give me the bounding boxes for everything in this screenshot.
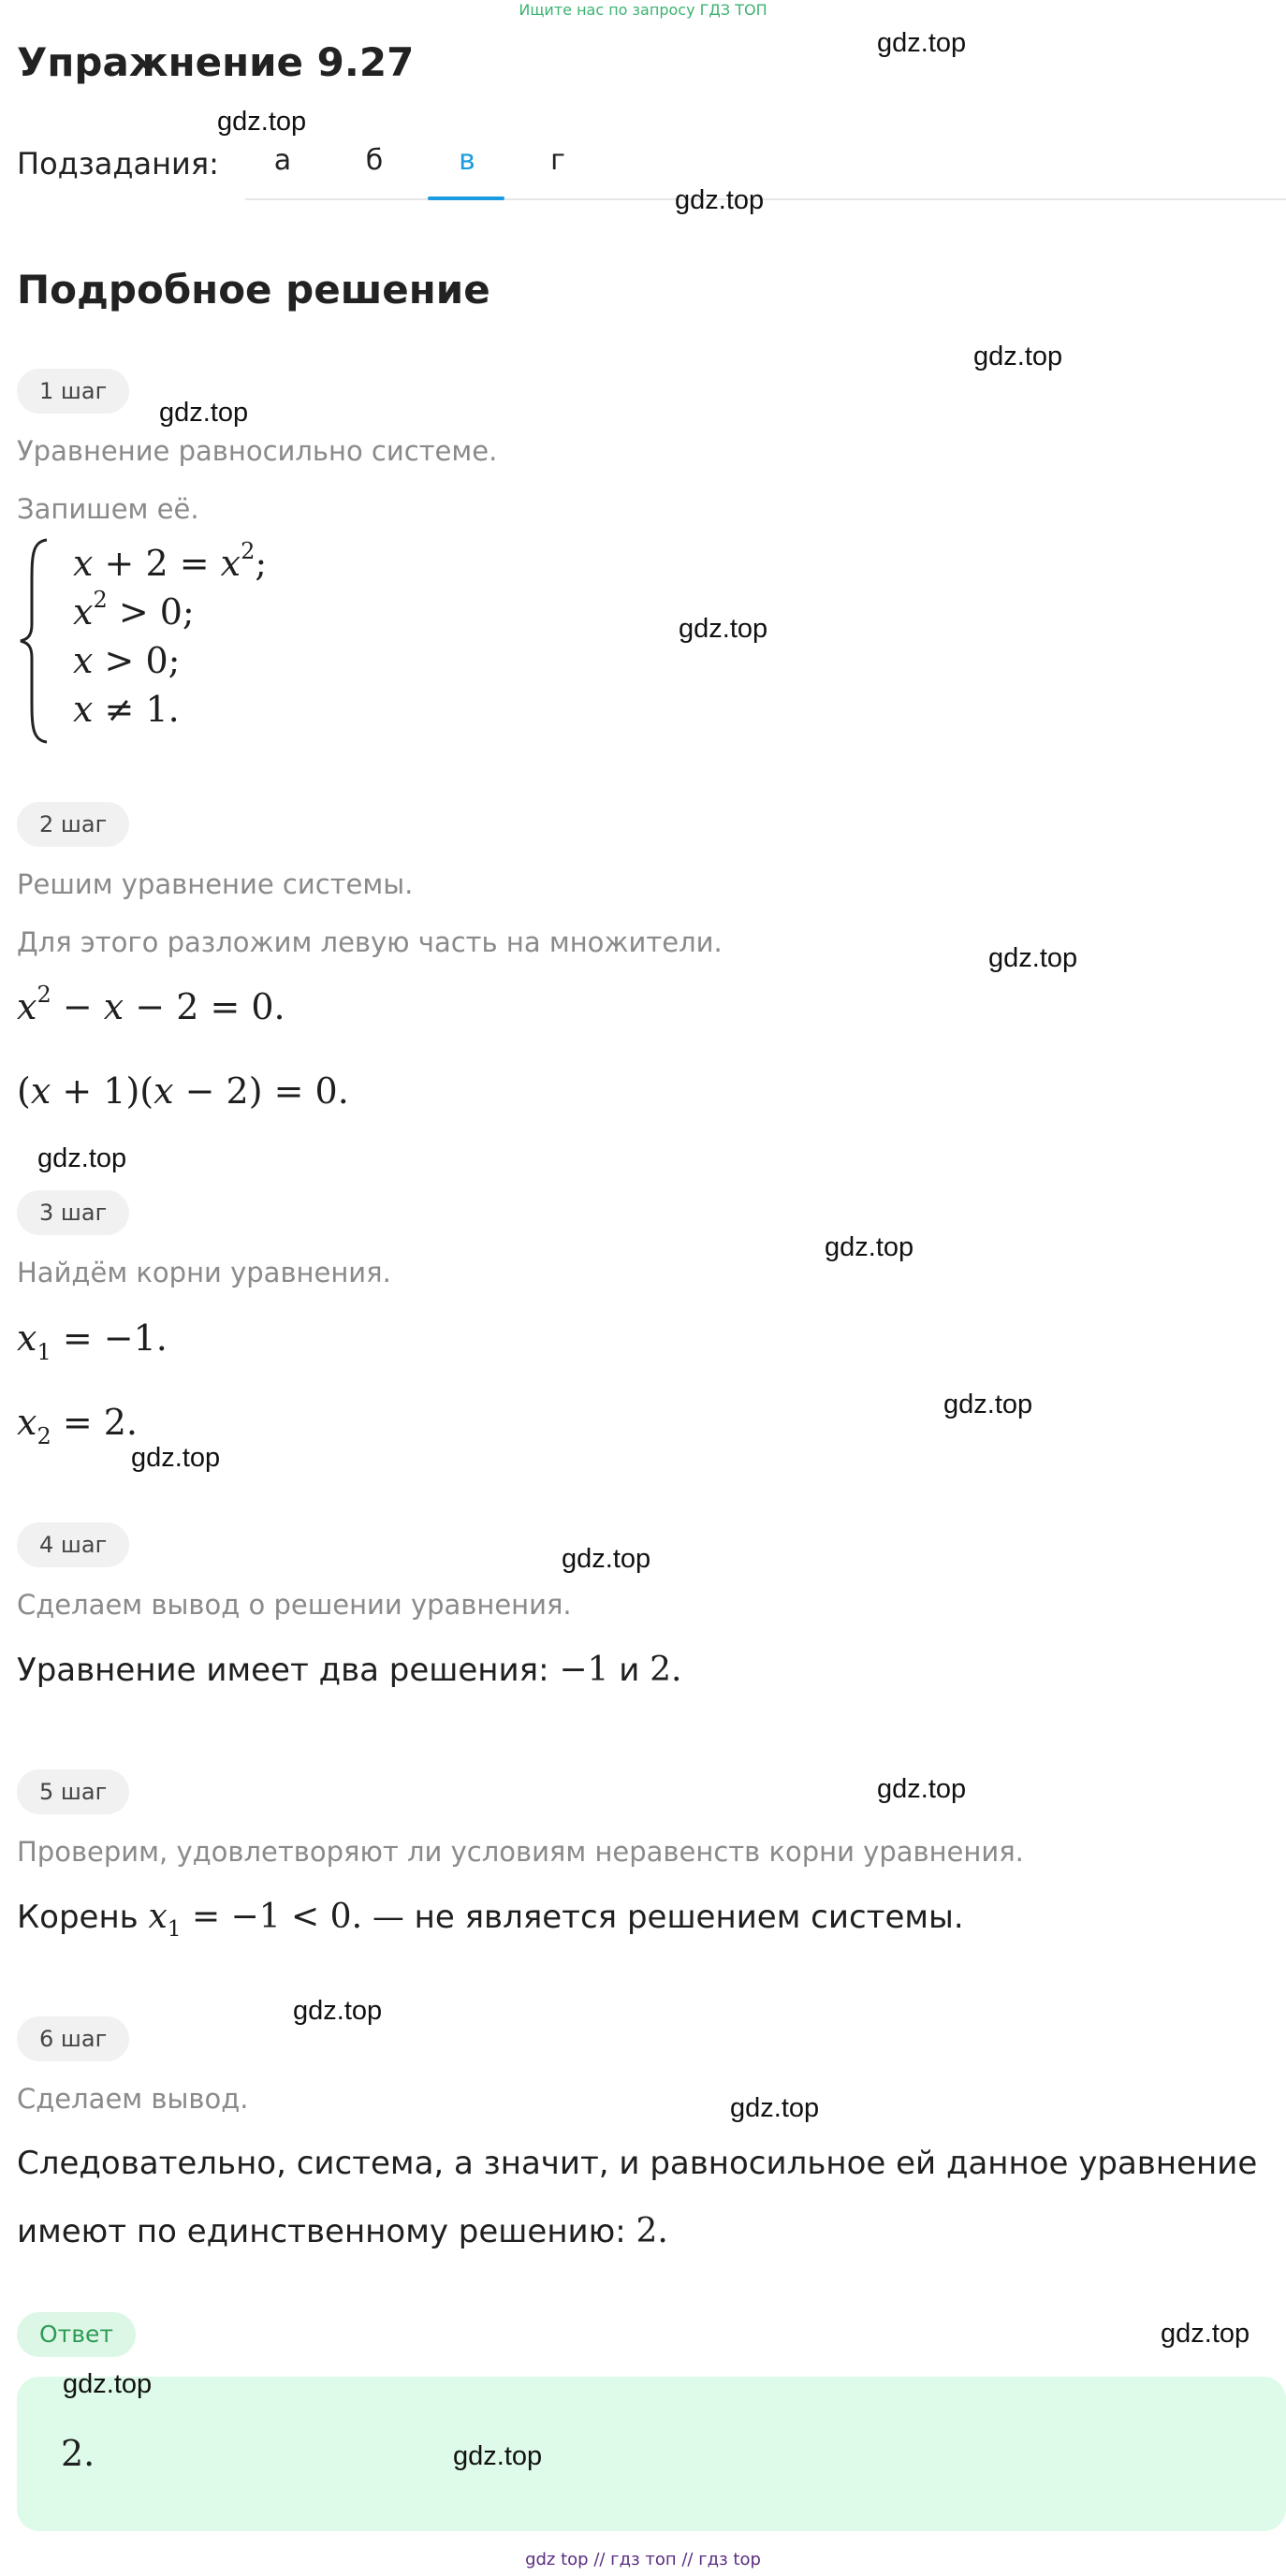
equation-1: $x^2 - x - 2 = 0$. [17, 982, 285, 1027]
answer-badge: Ответ [17, 2312, 136, 2357]
system-line-2: $x^2 > 0$; [73, 587, 195, 633]
step-4-badge: 4 шаг [17, 1522, 129, 1567]
step-2-text-2: Для этого разложим левую часть на множители. [17, 926, 723, 958]
watermark: gdz.top [973, 342, 1063, 371]
step-6-conclusion-line-1: Следовательно, система, а значит, и равносильное ей данное уравнение [17, 2145, 1258, 2182]
step-5-text-1: Проверим, удовлетворяют ли условиям неравенств корни уравнения. [17, 1836, 1024, 1868]
step-4-conclusion: Уравнение имеет два решения: −1 и 2. [17, 1651, 682, 1689]
system-line-4: x ≠ 1. [73, 689, 180, 730]
section-title: Подробное решение [17, 267, 490, 313]
watermark: gdz.top [293, 1996, 383, 2026]
answer-box [17, 2377, 1286, 2531]
watermark: gdz.top [877, 1774, 967, 1804]
step-1-text-1: Уравнение равносильно системе. [17, 435, 498, 467]
step-1-text-2: Запишем её. [17, 493, 199, 525]
active-tab-indicator [428, 196, 504, 200]
watermark: gdz.top [730, 2093, 820, 2123]
step-3-text-1: Найдём корни уравнения. [17, 1257, 391, 1288]
watermark: gdz.top [675, 185, 765, 215]
tab-a[interactable]: а [273, 144, 292, 177]
step-6-badge: 6 шаг [17, 2016, 129, 2061]
step-1-badge: 1 шаг [17, 369, 129, 414]
watermark: gdz.top [159, 398, 249, 428]
watermark: gdz.top [679, 614, 768, 644]
root-1: $x_1 = -1$. [17, 1317, 168, 1365]
root-2: $x_2 = 2$. [17, 1402, 138, 1449]
top-banner[interactable]: Ищите нас по запросу ГДЗ ТОП [519, 1, 767, 19]
watermark: gdz.top [1161, 2319, 1250, 2349]
subtasks-label: Подзадания: [17, 146, 219, 182]
tabs-divider [245, 198, 1286, 200]
watermark: gdz.top [825, 1232, 914, 1262]
watermark: gdz.top [943, 1390, 1033, 1419]
watermark: gdz.top [562, 1544, 651, 1574]
watermark: gdz.top [877, 28, 967, 58]
system-line-3: x > 0; [73, 640, 181, 681]
step-2-text-1: Решим уравнение системы. [17, 868, 414, 900]
system-brace-icon [19, 538, 51, 744]
footer-links[interactable]: gdz top // гдз топ // гдз top [525, 2550, 761, 2569]
watermark: gdz.top [63, 2369, 153, 2399]
step-3-badge: 3 шаг [17, 1190, 129, 1235]
watermark: gdz.top [988, 943, 1078, 973]
tab-b[interactable]: б [365, 144, 384, 177]
equation-2: (x + 1)(x − 2) = 0. [17, 1070, 349, 1112]
system-line-1: $x + 2 = x^2$; [73, 538, 268, 584]
step-2-badge: 2 шаг [17, 802, 129, 847]
tab-v[interactable]: в [459, 144, 475, 177]
tab-g[interactable]: г [550, 144, 565, 177]
step-5-conclusion: Корень $x_1 = -1 < 0$. — не является решением системы. [17, 1898, 964, 1942]
watermark: gdz.top [131, 1443, 221, 1473]
step-6-text-1: Сделаем вывод. [17, 2083, 249, 2115]
watermark: gdz.top [37, 1143, 127, 1173]
watermark: gdz.top [453, 2441, 543, 2471]
answer-value: 2. [61, 2433, 95, 2474]
step-4-text-1: Сделаем вывод о решении уравнения. [17, 1589, 572, 1621]
step-5-badge: 5 шаг [17, 1769, 129, 1814]
step-6-conclusion-line-2: имеют по единственному решению: 2. [17, 2212, 668, 2250]
watermark: gdz.top [217, 107, 307, 137]
page-title: Упражнение 9.27 [17, 39, 415, 85]
